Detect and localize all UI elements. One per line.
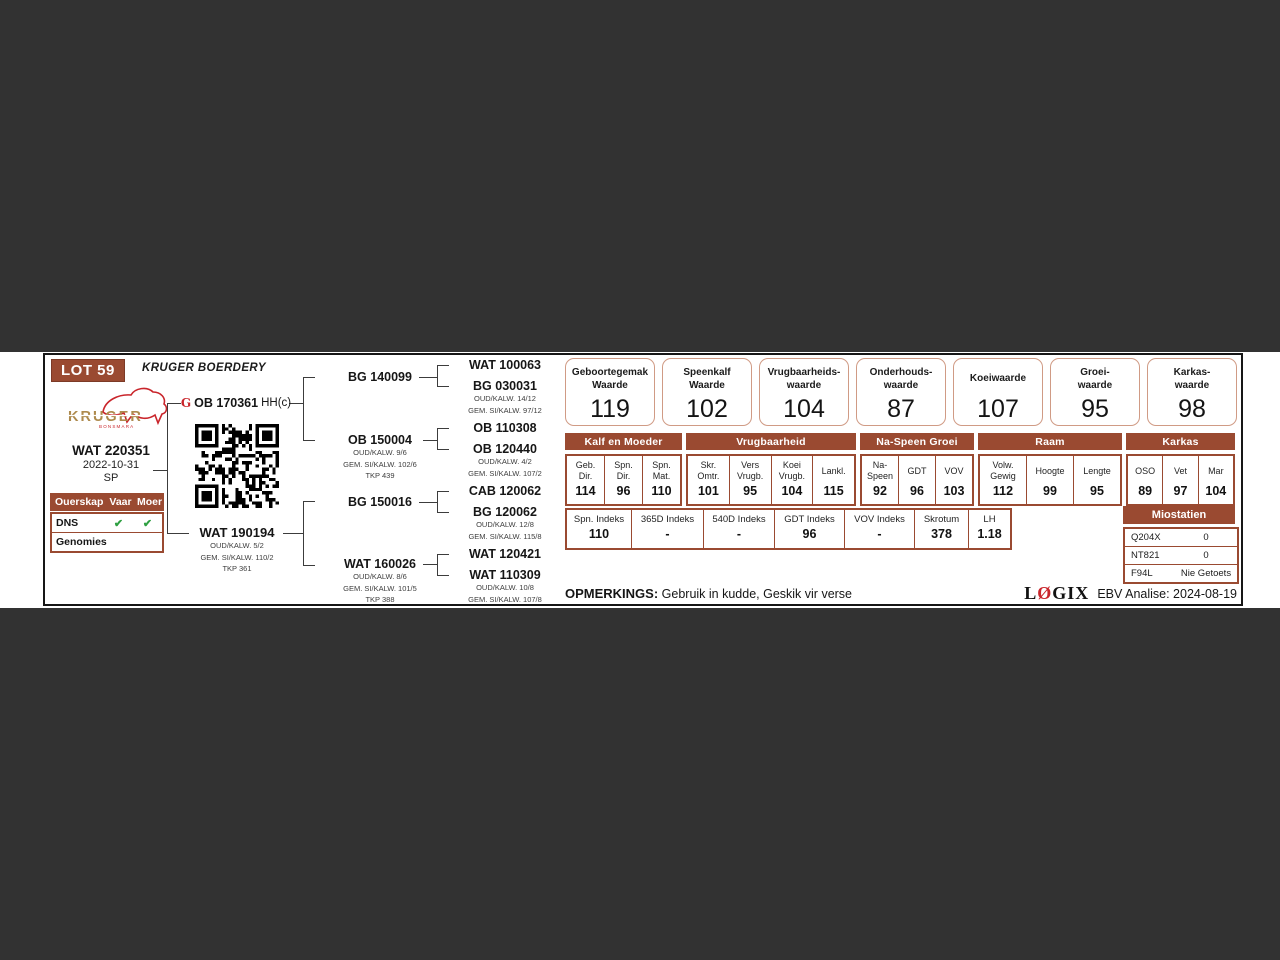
ancestor-id: WAT 120421 bbox=[468, 547, 542, 561]
index-value: - bbox=[877, 527, 882, 541]
footer bbox=[1024, 583, 1237, 604]
index-value: - bbox=[665, 527, 670, 541]
ebv-value: 101 bbox=[697, 484, 719, 498]
ebv-label: Hoogte bbox=[1035, 465, 1065, 476]
index-value: 110 bbox=[588, 527, 610, 541]
gene-result: 0 bbox=[1203, 532, 1209, 543]
ebv-value: 114 bbox=[575, 484, 596, 498]
ebv-label: Spn. bbox=[614, 460, 633, 470]
ebv-label: Vrugb. bbox=[778, 471, 805, 481]
value-box-label: waarde bbox=[883, 379, 919, 391]
ancestor-id: CAB 120062 bbox=[468, 484, 542, 498]
value-box-value: 98 bbox=[1178, 395, 1206, 423]
ebv-group-raam bbox=[978, 433, 1122, 506]
genomics-icon: G bbox=[180, 396, 192, 410]
ebv-cell bbox=[1128, 456, 1162, 504]
pedigree-detail: OUD/KALW. 9/6 bbox=[353, 448, 407, 457]
remarks-label: OPMERKINGS: bbox=[565, 586, 659, 601]
value-box-label: Koeiwaarde bbox=[969, 373, 1027, 384]
value-box-value: 87 bbox=[887, 395, 915, 423]
ebv-cell bbox=[771, 456, 813, 504]
index-cell bbox=[567, 510, 631, 548]
ancestor-id: OB 120440 bbox=[473, 442, 537, 456]
ebv-value: 95 bbox=[743, 484, 758, 498]
sire-id: OB 170361 bbox=[194, 396, 259, 410]
index-label: Spn. Indeks bbox=[573, 514, 625, 525]
sire-tag: HH(c) bbox=[261, 397, 292, 409]
group-header: Vrugbaarheid bbox=[686, 433, 856, 450]
ebv-cell bbox=[688, 456, 729, 504]
group-header: Karkas bbox=[1126, 433, 1235, 450]
index-value: 378 bbox=[931, 527, 952, 541]
value-box-value: 95 bbox=[1081, 395, 1109, 423]
ebv-label: Speen bbox=[866, 471, 894, 481]
pedigree-detail: OUD/KALW. 8/6 bbox=[353, 572, 407, 581]
logix-letter: L bbox=[1024, 583, 1038, 603]
ebv-cell bbox=[935, 456, 972, 504]
value-box-label: Waarde bbox=[592, 379, 628, 391]
ebv-value: 104 bbox=[1205, 484, 1227, 498]
index-cell bbox=[774, 510, 844, 548]
ebv-value: 110 bbox=[651, 484, 672, 498]
pedigree-line bbox=[153, 470, 168, 471]
ebv-label: Volw. bbox=[992, 460, 1014, 470]
value-box-value: 102 bbox=[686, 395, 728, 423]
logo-text: KRUGER bbox=[68, 409, 143, 425]
index-cell bbox=[914, 510, 968, 548]
gene-result: 0 bbox=[1203, 550, 1209, 561]
ebv-value: 96 bbox=[616, 484, 631, 498]
ebv-cell bbox=[980, 456, 1026, 504]
miostatien-header: Miostatien bbox=[1123, 506, 1235, 524]
ebv-label: Lengte bbox=[1083, 465, 1111, 476]
value-box-onderhoud bbox=[856, 358, 946, 426]
animal-birth-date: 2022-10-31 bbox=[82, 459, 140, 471]
farm-title: KRUGER BOERDERY bbox=[142, 362, 266, 374]
value-box-label: Waarde bbox=[689, 379, 725, 391]
value-box-label: waarde bbox=[786, 379, 822, 391]
ebv-value: 96 bbox=[910, 484, 924, 498]
ebv-value: 95 bbox=[1090, 484, 1104, 498]
value-box-label: Vrugbaarheids- bbox=[767, 366, 841, 378]
ebv-cell bbox=[1198, 456, 1233, 504]
pedigree-detail: GEM. SI/KALW. 102/6 bbox=[343, 459, 417, 469]
ancestor-id: BG 030031 bbox=[473, 379, 537, 393]
pedigree-detail: TKP 388 bbox=[365, 595, 395, 604]
animal-id: WAT 220351 bbox=[72, 443, 150, 458]
index-value: 1.18 bbox=[977, 527, 1002, 541]
pedigree-line bbox=[303, 377, 304, 440]
pedigree-node bbox=[430, 442, 580, 479]
parentage-row-label: DNS bbox=[56, 517, 79, 529]
ebv-cell bbox=[1026, 456, 1073, 504]
pedigree-detail: TKP 439 bbox=[365, 471, 395, 480]
table-row bbox=[1125, 546, 1237, 564]
value-box-value: 119 bbox=[590, 395, 630, 423]
ebv-label: Omtr. bbox=[697, 471, 720, 481]
gene-label: Q204X bbox=[1131, 532, 1161, 543]
logix-o-icon: Ø bbox=[1037, 583, 1053, 603]
table-row bbox=[1125, 564, 1237, 582]
pedigree-node bbox=[430, 379, 580, 416]
ancestor-id: WAT 100063 bbox=[468, 358, 542, 372]
ebv-label: Spn. bbox=[652, 460, 671, 470]
ebv-cell bbox=[642, 456, 680, 504]
index-label: VOV Indeks bbox=[854, 514, 905, 525]
qr-code bbox=[195, 424, 279, 508]
index-label: GDT Indeks bbox=[784, 514, 835, 525]
value-box-koeiwaarde bbox=[953, 358, 1043, 426]
ancestor-id: OB 150004 bbox=[348, 433, 412, 447]
ancestor-id: WAT 160026 bbox=[343, 557, 417, 571]
ebv-label: Skr. bbox=[700, 460, 717, 470]
ebv-value: 97 bbox=[1173, 484, 1188, 498]
pedigree-detail: GEM. SI/KALW. 110/2 bbox=[200, 552, 274, 562]
pedigree-detail: TKP 361 bbox=[222, 564, 252, 573]
ebv-value: 103 bbox=[943, 484, 965, 498]
ebv-cell bbox=[1162, 456, 1197, 504]
check-icon: ✔ bbox=[142, 517, 153, 530]
index-label: 365D Indeks bbox=[640, 514, 695, 525]
pedigree-detail: GEM. SI/KALW. 107/2 bbox=[468, 468, 542, 478]
pedigree-detail: GEM. SI/KALW. 115/8 bbox=[468, 531, 542, 541]
check-icon: ✔ bbox=[113, 517, 124, 530]
group-header: Raam bbox=[978, 433, 1122, 450]
ebv-label: Mat. bbox=[652, 471, 671, 481]
ebv-label: Dir. bbox=[616, 471, 631, 481]
value-box-label: Groei- bbox=[1080, 366, 1110, 378]
animal-status: SP bbox=[103, 472, 119, 484]
pedigree-detail: GEM. SI/KALW. 107/8 bbox=[468, 594, 542, 604]
ebv-analysis-date: EBV Analise: 2024-08-19 bbox=[1097, 586, 1237, 601]
pedigree-sire bbox=[178, 396, 294, 410]
pedigree-node bbox=[430, 484, 580, 498]
index-cell bbox=[844, 510, 914, 548]
ebv-cell bbox=[812, 456, 854, 504]
index-label: Skrotum bbox=[923, 514, 960, 525]
pedigree-node bbox=[430, 505, 580, 542]
lot-badge: LOT 59 bbox=[51, 359, 125, 382]
ebv-label: Dir. bbox=[578, 471, 593, 481]
value-box-label: waarde bbox=[1174, 379, 1210, 391]
ebv-value: 115 bbox=[823, 484, 844, 498]
pedigree-detail: OUD/KALW. 5/2 bbox=[210, 541, 264, 550]
ebv-cell bbox=[604, 456, 642, 504]
ancestor-id: BG 150016 bbox=[348, 495, 412, 509]
ebv-label: Na- bbox=[872, 460, 888, 470]
ebv-label: VOV bbox=[944, 465, 964, 476]
parentage-col-dam: Moer bbox=[136, 496, 163, 508]
pedigree-node bbox=[430, 547, 580, 561]
pedigree-detail: GEM. SI/KALW. 97/12 bbox=[468, 405, 542, 415]
ebv-value: 89 bbox=[1138, 484, 1153, 498]
parentage-table bbox=[50, 493, 164, 553]
ancestor-id: BG 140099 bbox=[348, 370, 412, 384]
dam-id: WAT 190194 bbox=[199, 525, 275, 540]
ebv-label: GDT bbox=[907, 465, 927, 476]
value-box-label: Karkas- bbox=[1173, 366, 1211, 378]
index-cell bbox=[631, 510, 703, 548]
pedigree-detail: OUD/KALW. 14/12 bbox=[474, 394, 536, 403]
value-box-label: Geboortegemak bbox=[571, 366, 649, 378]
ebv-label: Geb. bbox=[575, 460, 596, 470]
ebv-group-naspeen-groei bbox=[860, 433, 974, 506]
value-box-value: 107 bbox=[977, 395, 1019, 423]
pedigree-detail: GEM. SI/KALW. 101/5 bbox=[343, 583, 417, 593]
pedigree-node bbox=[430, 421, 580, 435]
ebv-value: 92 bbox=[873, 484, 887, 498]
ebv-label: Lankl. bbox=[821, 465, 846, 476]
table-row bbox=[52, 514, 162, 532]
ancestor-id: WAT 110309 bbox=[469, 568, 541, 582]
group-header: Kalf en Moeder bbox=[565, 433, 682, 450]
value-box-label: waarde bbox=[1077, 379, 1113, 391]
parentage-col-sire: Vaar bbox=[109, 496, 132, 508]
value-box-geboortegemak bbox=[565, 358, 655, 426]
parentage-row-label: Genomies bbox=[56, 536, 107, 548]
pedigree-line bbox=[167, 403, 168, 533]
index-value: 96 bbox=[802, 527, 817, 541]
ebv-label: Vet bbox=[1173, 465, 1187, 476]
logo-subtext: BONSMARA bbox=[99, 424, 135, 429]
value-box-vrugbaarheid bbox=[759, 358, 849, 426]
ebv-label: Vers bbox=[741, 460, 760, 470]
value-box-label: Onderhouds- bbox=[869, 366, 933, 378]
index-table bbox=[565, 508, 1012, 550]
parentage-col-label: Ouerskap bbox=[55, 496, 104, 508]
ebv-group-kalf-en-moeder bbox=[565, 433, 682, 506]
pedigree-node bbox=[430, 358, 580, 372]
pedigree-detail: OUD/KALW. 12/8 bbox=[476, 520, 534, 529]
value-box-groei bbox=[1050, 358, 1140, 426]
ebv-label: Koei bbox=[782, 460, 801, 470]
gene-label: NT821 bbox=[1131, 550, 1160, 561]
gene-result: Nie Getoets bbox=[1180, 568, 1232, 579]
gene-label: F94L bbox=[1131, 568, 1153, 579]
table-row bbox=[1125, 529, 1237, 546]
ebv-value: 112 bbox=[992, 484, 1014, 498]
ebv-cell bbox=[567, 456, 604, 504]
parentage-header bbox=[50, 493, 164, 511]
ebv-group-karkas bbox=[1126, 433, 1235, 506]
index-label: 540D Indeks bbox=[712, 514, 766, 525]
ebv-cell bbox=[1073, 456, 1120, 504]
index-value: - bbox=[736, 527, 742, 541]
value-box-label: Speenkalf bbox=[683, 366, 731, 378]
ebv-value: 104 bbox=[781, 484, 803, 498]
table-row bbox=[52, 532, 162, 551]
logix-logo bbox=[1024, 583, 1089, 604]
value-boxes-row bbox=[565, 358, 1237, 426]
ancestor-id: OB 110308 bbox=[473, 421, 537, 435]
ancestor-id: BG 120062 bbox=[473, 505, 537, 519]
ebv-value: 99 bbox=[1043, 484, 1057, 498]
ebv-cell bbox=[898, 456, 935, 504]
pedigree-detail: OUD/KALW. 10/8 bbox=[476, 583, 534, 592]
ebv-label: OSO bbox=[1135, 465, 1156, 476]
kruger-logo bbox=[65, 382, 173, 443]
value-box-speenkalf bbox=[662, 358, 752, 426]
index-label: LH bbox=[983, 514, 996, 525]
lot-card bbox=[43, 353, 1243, 606]
ebv-label: Gewig bbox=[990, 471, 1016, 481]
logix-letters: GIX bbox=[1052, 583, 1090, 603]
index-cell bbox=[703, 510, 774, 548]
miostatien-table bbox=[1123, 527, 1239, 584]
value-box-karkas bbox=[1147, 358, 1237, 426]
group-header: Na-Speen Groei bbox=[860, 433, 974, 450]
pedigree-dam bbox=[163, 526, 311, 575]
ebv-cell bbox=[729, 456, 771, 504]
ebv-group-vrugbaarheid bbox=[686, 433, 856, 506]
remarks-text: Gebruik in kudde, Geskik vir verse bbox=[661, 587, 853, 601]
ebv-label: Vrugb. bbox=[737, 471, 764, 481]
ebv-cell bbox=[862, 456, 898, 504]
pedigree-node bbox=[430, 568, 580, 605]
pedigree-detail: OUD/KALW. 4/2 bbox=[478, 457, 532, 466]
remarks bbox=[565, 586, 852, 601]
value-box-value: 104 bbox=[783, 395, 825, 423]
index-cell bbox=[968, 510, 1010, 548]
ebv-label: Mar bbox=[1208, 465, 1224, 476]
